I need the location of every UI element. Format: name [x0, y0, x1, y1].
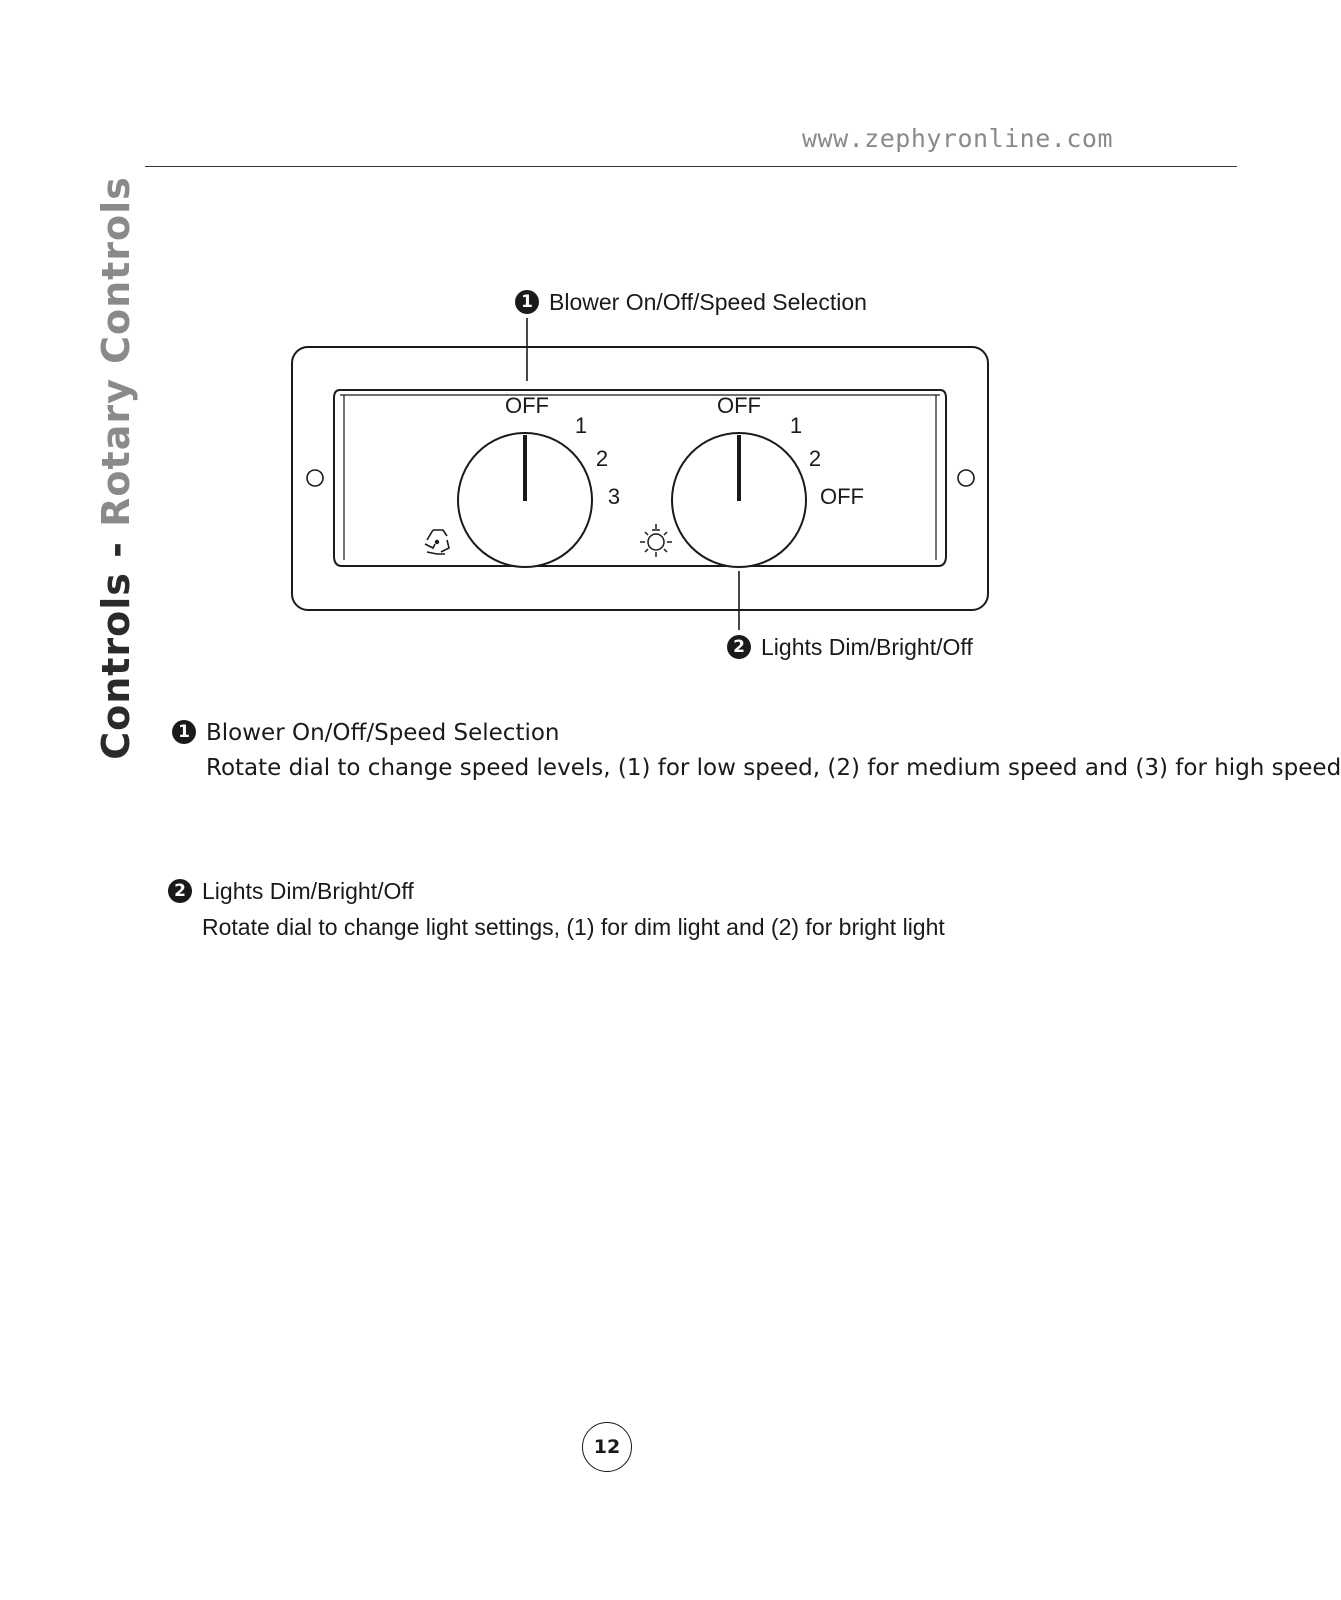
light-level-1-label: 1 [789, 413, 803, 438]
fan-icon [425, 530, 449, 554]
description-2 [168, 878, 945, 941]
callout-2-number: 2 [727, 635, 751, 659]
description-1-title: Blower On/Off/Speed Selection [206, 720, 560, 746]
side-title-part2: Rotary Controls [94, 176, 138, 527]
side-title-part1: Controls [94, 572, 138, 760]
mounting-hole-right [958, 470, 974, 486]
description-1 [172, 720, 1341, 781]
description-2-title: Lights Dim/Bright/Off [202, 878, 414, 904]
light-off-end-label: OFF [820, 484, 864, 509]
blower-off-label: OFF [505, 393, 549, 418]
callout-1-number: 1 [515, 290, 539, 314]
blower-speed-2-label: 2 [595, 446, 609, 471]
callout-2-label: Lights Dim/Bright/Off [761, 634, 973, 660]
description-2-number: 2 [168, 879, 192, 903]
description-2-body: Rotate dial to change light settings, (1) for dim light and (2) for bright light [202, 914, 945, 940]
description-1-number: 1 [172, 720, 196, 744]
description-1-body: Rotate dial to change speed levels, (1) for low speed, (2) for medium speed and (3) for high speed [206, 755, 1341, 781]
callout-2 [727, 634, 973, 661]
blower-speed-3-label: 3 [607, 484, 621, 509]
mounting-hole-left [307, 470, 323, 486]
website-url: www.zephyronline.com [801, 124, 1113, 153]
light-bulb-icon [640, 524, 672, 557]
outer-plate [292, 347, 988, 610]
light-off-label: OFF [717, 393, 761, 418]
light-level-2-label: 2 [808, 446, 822, 471]
page-number: 12 [582, 1422, 632, 1472]
callout-1 [515, 289, 867, 316]
callout-1-label: Blower On/Off/Speed Selection [549, 289, 867, 315]
side-title-separator: - [94, 541, 138, 558]
inner-bezel [334, 390, 946, 566]
blower-speed-1-label: 1 [574, 413, 588, 438]
control-panel-diagram [0, 0, 1237, 700]
